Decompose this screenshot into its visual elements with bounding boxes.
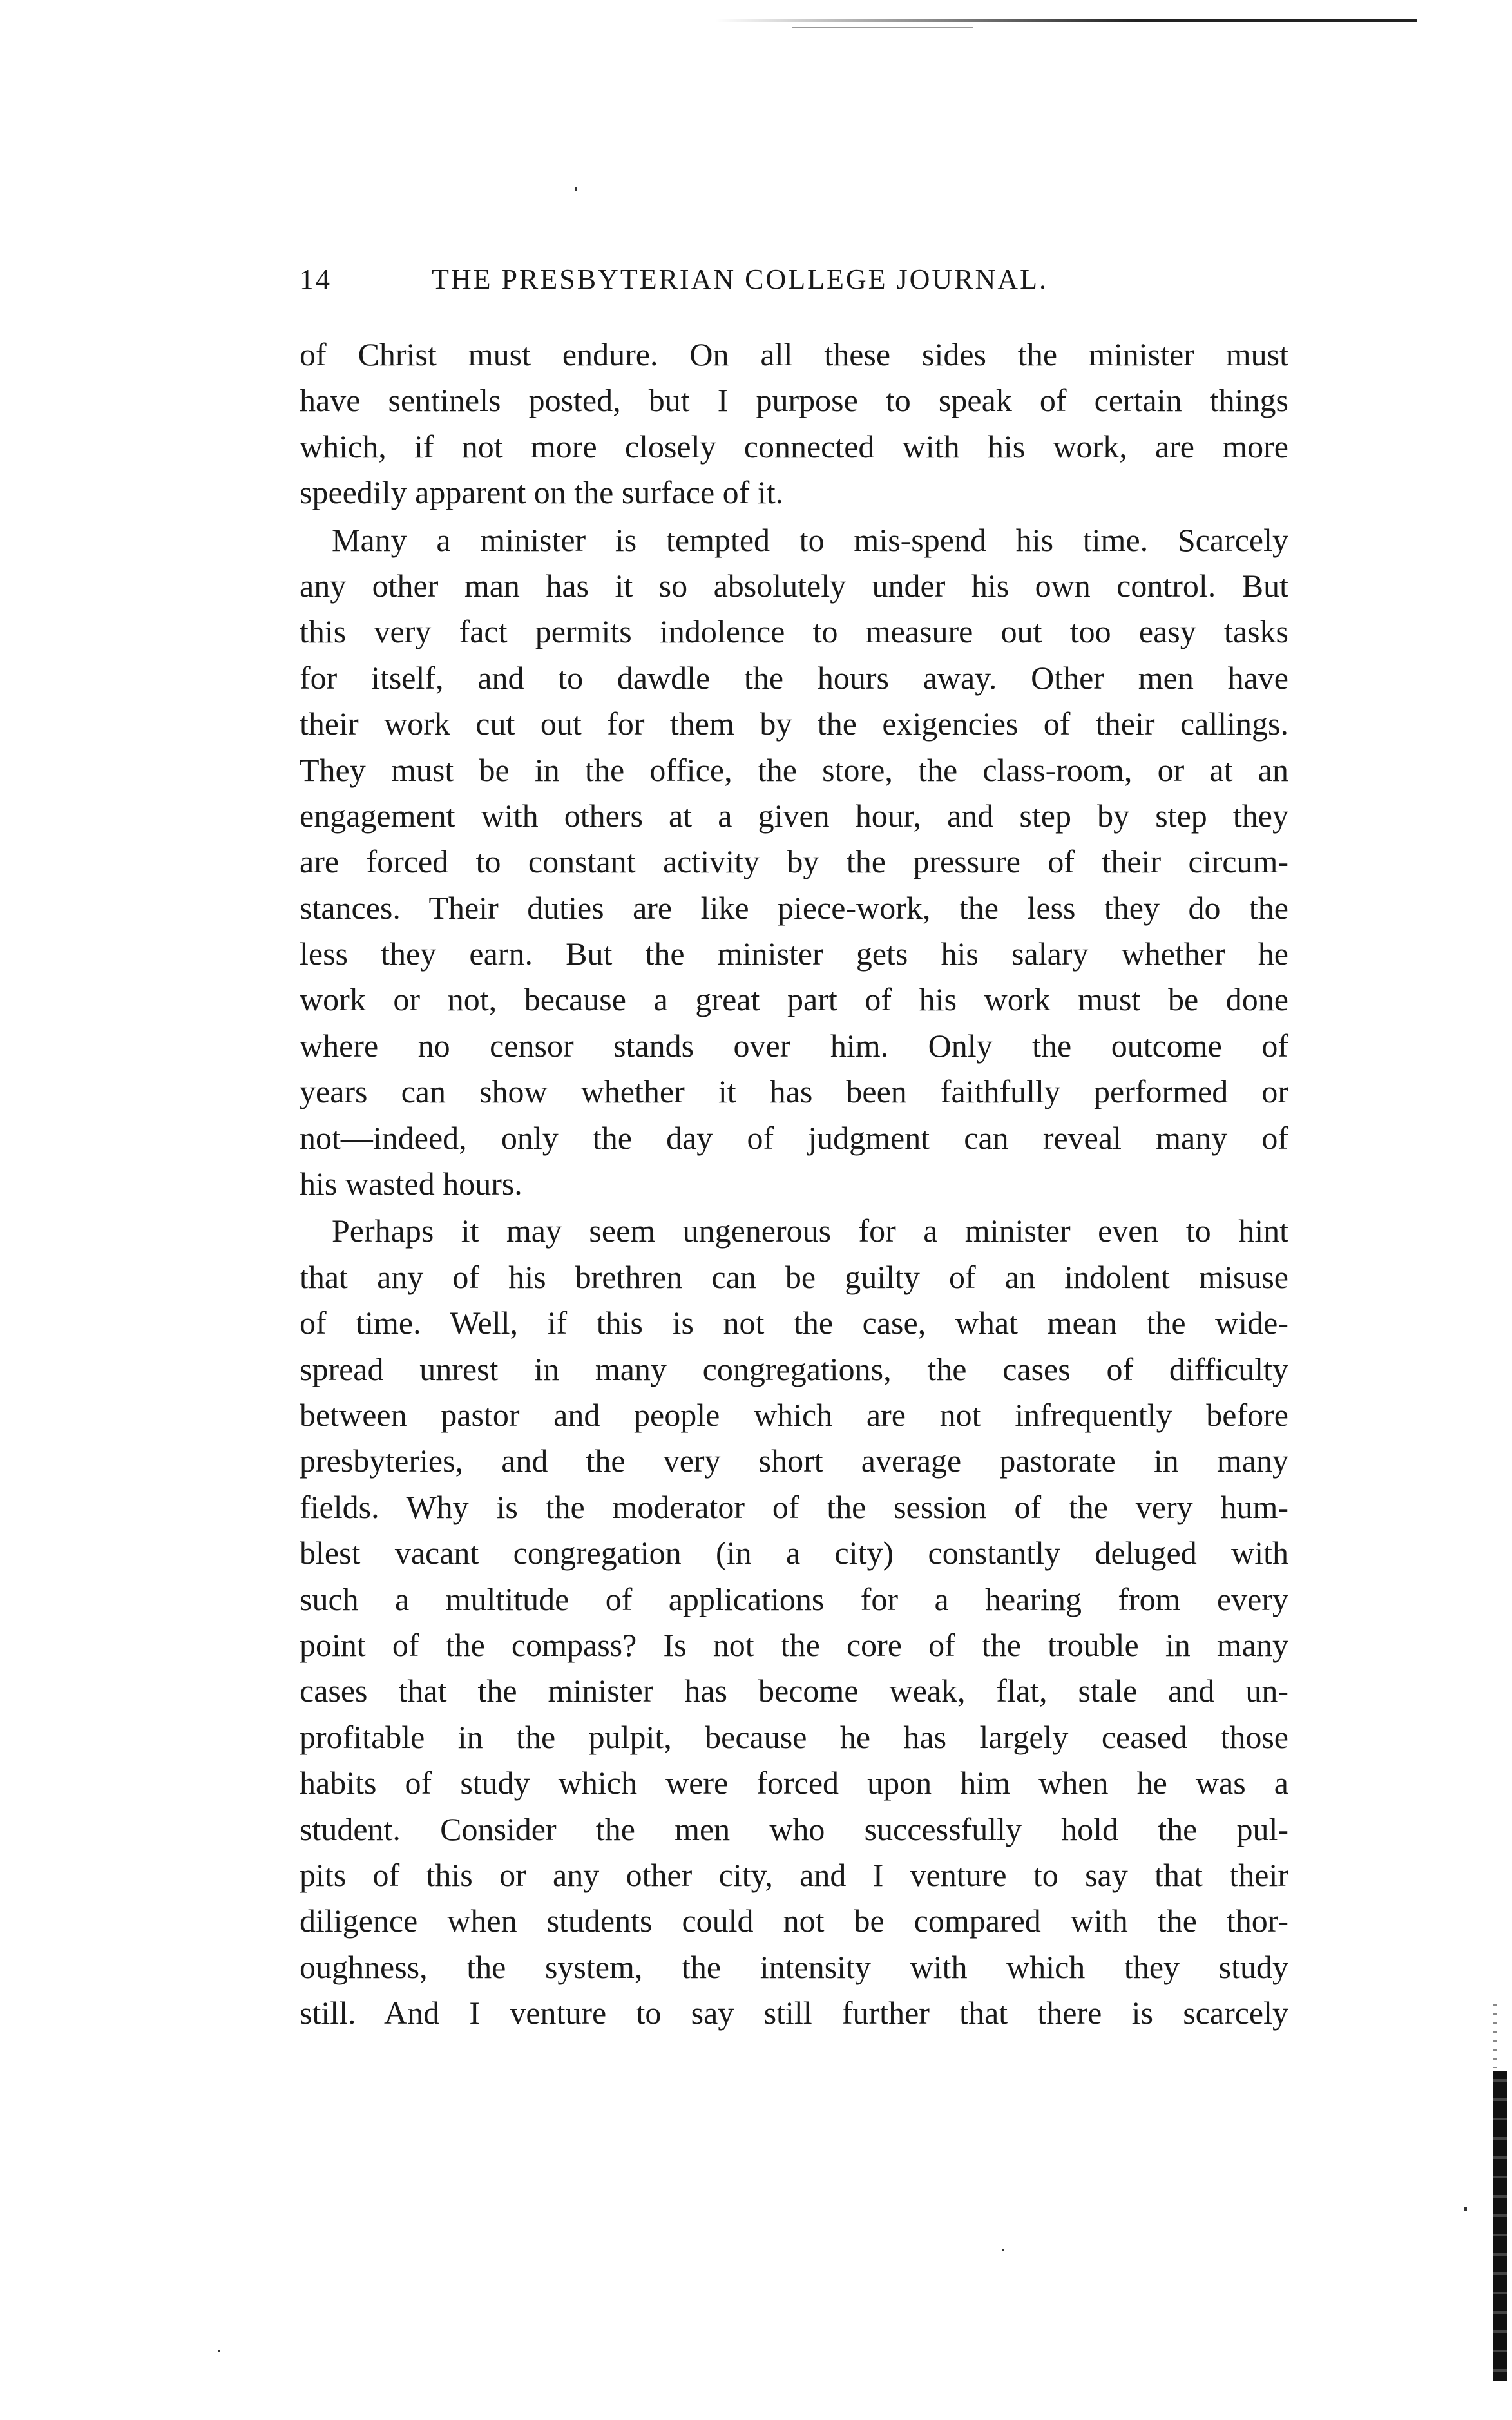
text-line: engagement with others at a given hour, and step by step they [300, 797, 1288, 834]
text-line: diligence when students could not be compared with the thor- [300, 1903, 1288, 1939]
text-line: blest vacant congregation (in a city) constantly deluged with [300, 1535, 1288, 1571]
text-line: this very fact permits indolence to measure out too easy tasks [300, 613, 1288, 650]
text-line: spread unrest in many congregations, the cases of difficulty [300, 1350, 1288, 1387]
text-line: that any of his brethren can be guilty of an indolent misuse [300, 1258, 1288, 1295]
paragraph [300, 332, 1288, 516]
top-rule [715, 19, 1417, 22]
text-line: habits of study which were forced upon him when he was a [300, 1765, 1288, 1801]
scan-speck [1002, 2249, 1004, 2251]
text-line: not—indeed, only the day of judgment can reveal many of [300, 1119, 1288, 1156]
text-line: still. And I venture to say still further that there is scarcely [300, 1995, 1288, 2031]
text-line: Perhaps it may seem ungenerous for a minister even to hint [332, 1213, 1288, 1249]
text-line: his wasted hours. [300, 1166, 522, 1202]
text-line: stances. Their duties are like piece-work, the less they do the [300, 889, 1288, 926]
scan-speck [1464, 2207, 1467, 2211]
text-line: of Christ must endure. On all these sides the minister must [300, 336, 1288, 372]
text-line: for itself, and to dawdle the hours away. Other men have [300, 659, 1288, 696]
text-line: which, if not more closely connected with his work, are more [300, 428, 1288, 465]
scan-speck [575, 187, 577, 191]
text-line: cases that the minister has become weak, flat, stale and un- [300, 1673, 1288, 1709]
text-line: fields. Why is the moderator of the session of the very hum- [300, 1488, 1288, 1525]
text-line: where no censor stands over him. Only the outcome of [300, 1027, 1288, 1064]
scan-speck [218, 2350, 220, 2352]
binding-edge [1493, 2071, 1507, 2381]
top-rule-fragment [792, 27, 973, 28]
text-line: of time. Well, if this is not the case, what mean the wide- [300, 1305, 1288, 1341]
text-line: have sentinels posted, but I purpose to speak of certain things [300, 382, 1288, 419]
text-line: between pastor and people which are not infrequently before [300, 1396, 1288, 1433]
text-line: point of the compass? Is not the core of the trouble in many [300, 1626, 1288, 1663]
text-line: Many a minister is tempted to mis-spend his time. Scarcely [332, 521, 1288, 558]
text-line: pits of this or any other city, and I venture to say that their [300, 1856, 1288, 1893]
text-line: profitable in the pulpit, because he has largely ceased those [300, 1718, 1288, 1755]
text-line: work or not, because a great part of his work must be done [300, 981, 1288, 1018]
page-number: 14 [300, 264, 332, 295]
text-line: student. Consider the men who successfully hold the pul- [300, 1810, 1288, 1847]
text-line: their work cut out for them by the exigencies of their callings. [300, 706, 1288, 742]
text-line: They must be in the office, the store, the class-room, or at an [300, 751, 1288, 788]
page-header [300, 263, 1288, 308]
body-text [300, 332, 1288, 2036]
text-line: less they earn. But the minister gets his salary whether he [300, 936, 1288, 972]
text-line: such a multitude of applications for a hearing from every [300, 1580, 1288, 1617]
text-line: oughness, the system, the intensity with which they study [300, 1948, 1288, 1985]
text-line: speedily apparent on the surface of it. [300, 474, 784, 511]
paragraph [300, 517, 1288, 1207]
paragraph [300, 1208, 1288, 2036]
text-line: years can show whether it has been faithfully performed or [300, 1073, 1288, 1110]
binding-edge-dots [1493, 2004, 1497, 2068]
running-title: THE PRESBYTERIAN COLLEGE JOURNAL. [432, 264, 1048, 295]
text-line: presbyteries, and the very short average pastorate in many [300, 1443, 1288, 1479]
text-line: are forced to constant activity by the pressure of their circum- [300, 843, 1288, 880]
text-line: any other man has it so absolutely under his own control. But [300, 567, 1288, 604]
